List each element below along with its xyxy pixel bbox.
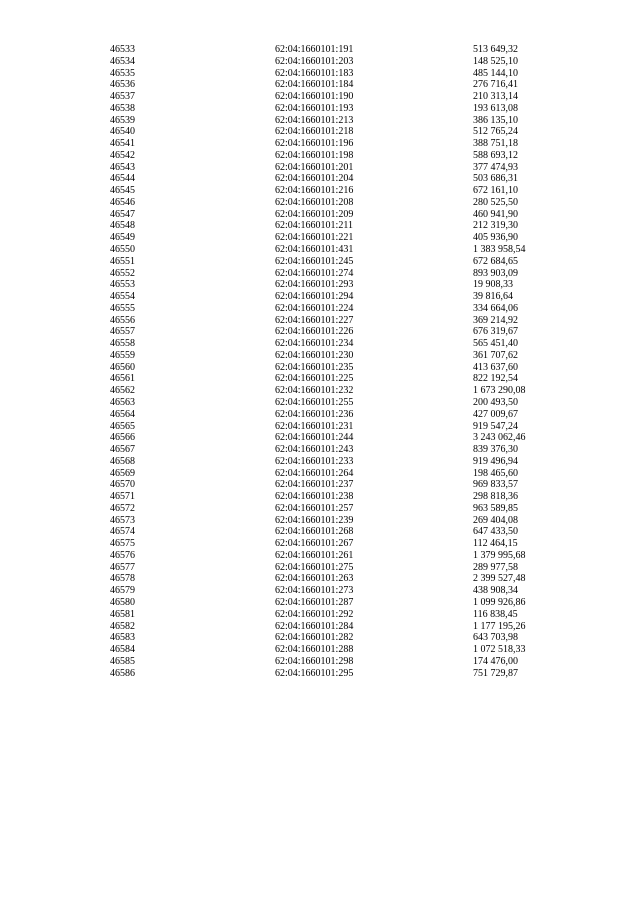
cadastral-value: 1 673 290,08 [473, 385, 526, 397]
cadastral-value: 512 765,24 [473, 126, 518, 138]
cadastral-number: 62:04:1660101:193 [275, 102, 354, 114]
cadastral-number: 62:04:1660101:190 [275, 91, 354, 103]
cadastral-value: 919 547,24 [473, 420, 518, 432]
cadastral-value: 210 313,14 [473, 91, 518, 103]
row-number: 46571 [110, 491, 135, 503]
row-number: 46568 [110, 455, 135, 467]
row-number: 46575 [110, 538, 135, 550]
row-number: 46559 [110, 349, 135, 361]
cadastral-number: 62:04:1660101:233 [275, 455, 354, 467]
row-number: 46569 [110, 467, 135, 479]
cadastral-value: 269 404,08 [473, 514, 518, 526]
table-row [0, 503, 640, 515]
table-row [0, 550, 640, 562]
row-number: 46545 [110, 185, 135, 197]
cadastral-number: 62:04:1660101:237 [275, 479, 354, 491]
table-row [0, 303, 640, 315]
cadastral-number: 62:04:1660101:236 [275, 408, 354, 420]
cadastral-value: 893 903,09 [473, 267, 518, 279]
cadastral-number: 62:04:1660101:293 [275, 279, 354, 291]
row-number: 46584 [110, 644, 135, 656]
cadastral-number: 62:04:1660101:239 [275, 514, 354, 526]
cadastral-value: 198 465,60 [473, 467, 518, 479]
row-number: 46585 [110, 655, 135, 667]
cadastral-value: 361 707,62 [473, 349, 518, 361]
table-row [0, 362, 640, 374]
row-number: 46564 [110, 408, 135, 420]
table-row [0, 621, 640, 633]
cadastral-number: 62:04:1660101:226 [275, 326, 354, 338]
table-row [0, 91, 640, 103]
table-row [0, 197, 640, 209]
table-row [0, 103, 640, 115]
table-row [0, 526, 640, 538]
cadastral-value: 3 243 062,46 [473, 432, 526, 444]
cadastral-value: 200 493,50 [473, 396, 518, 408]
row-number: 46544 [110, 173, 135, 185]
table-row [0, 173, 640, 185]
row-number: 46574 [110, 526, 135, 538]
table-row [0, 68, 640, 80]
cadastral-value: 513 649,32 [473, 44, 518, 55]
row-number: 46541 [110, 138, 135, 150]
cadastral-value: 919 496,94 [473, 455, 518, 467]
cadastral-value: 672 684,65 [473, 255, 518, 267]
cadastral-value: 334 664,06 [473, 302, 518, 314]
table-row [0, 573, 640, 585]
row-number: 46576 [110, 549, 135, 561]
cadastral-number: 62:04:1660101:198 [275, 149, 354, 161]
row-number: 46537 [110, 91, 135, 103]
row-number: 46561 [110, 373, 135, 385]
cadastral-number: 62:04:1660101:204 [275, 173, 354, 185]
cadastral-value: 39 816,64 [473, 291, 513, 303]
cadastral-number: 62:04:1660101:191 [275, 44, 354, 55]
cadastral-value: 839 376,30 [473, 444, 518, 456]
cadastral-number: 62:04:1660101:274 [275, 267, 354, 279]
cadastral-value: 751 729,87 [473, 667, 518, 679]
cadastral-number: 62:04:1660101:261 [275, 549, 354, 561]
row-number: 46539 [110, 114, 135, 126]
cadastral-number: 62:04:1660101:183 [275, 67, 354, 79]
cadastral-number: 62:04:1660101:267 [275, 538, 354, 550]
row-number: 46573 [110, 514, 135, 526]
table-row [0, 609, 640, 621]
table-row [0, 515, 640, 527]
table-row [0, 597, 640, 609]
table-row [0, 338, 640, 350]
cadastral-number: 62:04:1660101:227 [275, 314, 354, 326]
cadastral-value: 963 589,85 [473, 502, 518, 514]
cadastral-number: 62:04:1660101:232 [275, 385, 354, 397]
table-row [0, 291, 640, 303]
cadastral-value: 1 383 958,54 [473, 244, 526, 256]
cadastral-value: 19 908,33 [473, 279, 513, 291]
row-number: 46546 [110, 196, 135, 208]
cadastral-number: 62:04:1660101:238 [275, 491, 354, 503]
cadastral-value: 298 818,36 [473, 491, 518, 503]
cadastral-number: 62:04:1660101:255 [275, 396, 354, 408]
row-number: 46581 [110, 608, 135, 620]
cadastral-value: 647 433,50 [473, 526, 518, 538]
cadastral-value: 369 214,92 [473, 314, 518, 326]
cadastral-value: 386 135,10 [473, 114, 518, 126]
cadastral-number: 62:04:1660101:298 [275, 655, 354, 667]
cadastral-value: 1 177 195,26 [473, 620, 526, 632]
cadastral-number: 62:04:1660101:294 [275, 291, 354, 303]
table-row [0, 126, 640, 138]
row-number: 46547 [110, 208, 135, 220]
row-number: 46538 [110, 102, 135, 114]
cadastral-number: 62:04:1660101:234 [275, 338, 354, 350]
row-number: 46578 [110, 573, 135, 585]
cadastral-value: 565 451,40 [473, 338, 518, 350]
cadastral-number: 62:04:1660101:282 [275, 632, 354, 644]
cadastral-number: 62:04:1660101:263 [275, 573, 354, 585]
cadastral-value: 643 703,98 [473, 632, 518, 644]
row-number: 46536 [110, 79, 135, 91]
cadastral-number: 62:04:1660101:275 [275, 561, 354, 573]
table-row [0, 491, 640, 503]
row-number: 46551 [110, 255, 135, 267]
cadastral-number: 62:04:1660101:224 [275, 302, 354, 314]
table-row [0, 232, 640, 244]
cadastral-number: 62:04:1660101:257 [275, 502, 354, 514]
table-row [0, 409, 640, 421]
table-row [0, 185, 640, 197]
table-row [0, 585, 640, 597]
table-row [0, 79, 640, 91]
row-number: 46560 [110, 361, 135, 373]
cadastral-value-table [0, 44, 640, 679]
cadastral-value: 2 399 527,48 [473, 573, 526, 585]
cadastral-number: 62:04:1660101:284 [275, 620, 354, 632]
cadastral-number: 62:04:1660101:216 [275, 185, 354, 197]
table-row [0, 209, 640, 221]
cadastral-value: 116 838,45 [473, 608, 518, 620]
table-row [0, 162, 640, 174]
cadastral-value: 588 693,12 [473, 149, 518, 161]
cadastral-value: 427 009,67 [473, 408, 518, 420]
table-row [0, 444, 640, 456]
row-number: 46563 [110, 396, 135, 408]
row-number: 46565 [110, 420, 135, 432]
cadastral-value: 174 476,00 [473, 655, 518, 667]
cadastral-number: 62:04:1660101:208 [275, 196, 354, 208]
row-number: 46555 [110, 302, 135, 314]
cadastral-value: 413 637,60 [473, 361, 518, 373]
cadastral-number: 62:04:1660101:287 [275, 596, 354, 608]
row-number: 46548 [110, 220, 135, 232]
table-row [0, 632, 640, 644]
cadastral-number: 62:04:1660101:203 [275, 55, 354, 67]
cadastral-value: 460 941,90 [473, 208, 518, 220]
cadastral-number: 62:04:1660101:431 [275, 244, 354, 256]
cadastral-number: 62:04:1660101:288 [275, 644, 354, 656]
table-row [0, 385, 640, 397]
cadastral-number: 62:04:1660101:213 [275, 114, 354, 126]
cadastral-number: 62:04:1660101:225 [275, 373, 354, 385]
table-row [0, 56, 640, 68]
row-number: 46558 [110, 338, 135, 350]
cadastral-number: 62:04:1660101:295 [275, 667, 354, 679]
table-row [0, 138, 640, 150]
row-number: 46543 [110, 161, 135, 173]
row-number: 46554 [110, 291, 135, 303]
row-number: 46579 [110, 585, 135, 597]
cadastral-value: 503 686,31 [473, 173, 518, 185]
cadastral-number: 62:04:1660101:243 [275, 444, 354, 456]
cadastral-value: 280 525,50 [473, 196, 518, 208]
table-row [0, 644, 640, 656]
table-row [0, 538, 640, 550]
cadastral-value: 289 977,58 [473, 561, 518, 573]
cadastral-number: 62:04:1660101:201 [275, 161, 354, 173]
row-number: 46586 [110, 667, 135, 679]
row-number: 46582 [110, 620, 135, 632]
table-row [0, 326, 640, 338]
table-row [0, 421, 640, 433]
cadastral-number: 62:04:1660101:268 [275, 526, 354, 538]
table-row [0, 562, 640, 574]
cadastral-value: 1 072 518,33 [473, 644, 526, 656]
row-number: 46553 [110, 279, 135, 291]
cadastral-number: 62:04:1660101:273 [275, 585, 354, 597]
row-number: 46556 [110, 314, 135, 326]
row-number: 46567 [110, 444, 135, 456]
cadastral-number: 62:04:1660101:218 [275, 126, 354, 138]
row-number: 46570 [110, 479, 135, 491]
row-number: 46533 [110, 44, 135, 55]
table-row [0, 350, 640, 362]
cadastral-value: 276 716,41 [473, 79, 518, 91]
table-row [0, 479, 640, 491]
table-row [0, 456, 640, 468]
table-row [0, 373, 640, 385]
cadastral-value: 193 613,08 [473, 102, 518, 114]
cadastral-value: 388 751,18 [473, 138, 518, 150]
cadastral-number: 62:04:1660101:231 [275, 420, 354, 432]
table-row [0, 256, 640, 268]
table-row [0, 220, 640, 232]
row-number: 46577 [110, 561, 135, 573]
table-row [0, 315, 640, 327]
cadastral-value: 822 192,54 [473, 373, 518, 385]
row-number: 46583 [110, 632, 135, 644]
cadastral-number: 62:04:1660101:245 [275, 255, 354, 267]
table-row [0, 150, 640, 162]
row-number: 46572 [110, 502, 135, 514]
row-number: 46535 [110, 67, 135, 79]
table-row [0, 656, 640, 668]
cadastral-value: 672 161,10 [473, 185, 518, 197]
cadastral-number: 62:04:1660101:230 [275, 349, 354, 361]
table-row [0, 44, 640, 56]
table-row [0, 432, 640, 444]
table-row [0, 244, 640, 256]
cadastral-number: 62:04:1660101:264 [275, 467, 354, 479]
cadastral-number: 62:04:1660101:292 [275, 608, 354, 620]
cadastral-number: 62:04:1660101:211 [275, 220, 353, 232]
cadastral-value: 112 464,15 [473, 538, 518, 550]
row-number: 46566 [110, 432, 135, 444]
row-number: 46580 [110, 596, 135, 608]
cadastral-value: 212 319,30 [473, 220, 518, 232]
row-number: 46540 [110, 126, 135, 138]
table-row [0, 279, 640, 291]
row-number: 46552 [110, 267, 135, 279]
cadastral-number: 62:04:1660101:196 [275, 138, 354, 150]
row-number: 46542 [110, 149, 135, 161]
table-row [0, 397, 640, 409]
cadastral-value: 1 379 995,68 [473, 549, 526, 561]
row-number: 46557 [110, 326, 135, 338]
cadastral-number: 62:04:1660101:221 [275, 232, 354, 244]
table-row [0, 468, 640, 480]
cadastral-number: 62:04:1660101:184 [275, 79, 354, 91]
row-number: 46549 [110, 232, 135, 244]
cadastral-number: 62:04:1660101:235 [275, 361, 354, 373]
cadastral-number: 62:04:1660101:244 [275, 432, 354, 444]
row-number: 46550 [110, 244, 135, 256]
table-row [0, 668, 640, 680]
cadastral-value: 438 908,34 [473, 585, 518, 597]
row-number: 46534 [110, 55, 135, 67]
table-row [0, 268, 640, 280]
cadastral-value: 1 099 926,86 [473, 596, 526, 608]
table-row [0, 115, 640, 127]
cadastral-value: 676 319,67 [473, 326, 518, 338]
cadastral-number: 62:04:1660101:209 [275, 208, 354, 220]
cadastral-value: 969 833,57 [473, 479, 518, 491]
cadastral-value: 148 525,10 [473, 55, 518, 67]
cadastral-value: 377 474,93 [473, 161, 518, 173]
cadastral-value: 405 936,90 [473, 232, 518, 244]
cadastral-value: 485 144,10 [473, 67, 518, 79]
row-number: 46562 [110, 385, 135, 397]
